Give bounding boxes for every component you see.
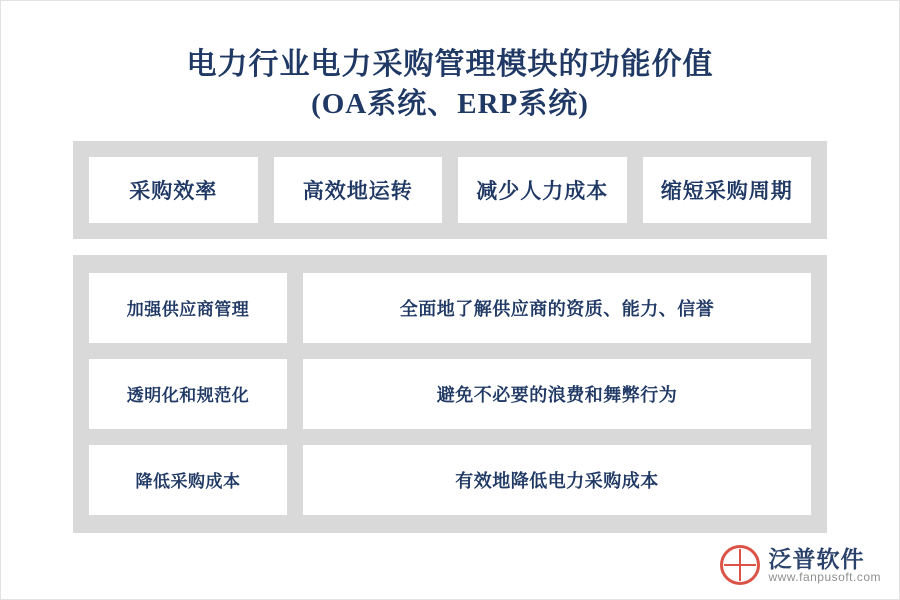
- detail-description: 避免不必要的浪费和舞弊行为: [303, 359, 811, 429]
- benefit-item: 缩短采购周期: [643, 157, 812, 223]
- detail-row: [89, 273, 811, 343]
- benefits-band: [73, 141, 827, 239]
- detail-label: 透明化和规范化: [89, 359, 287, 429]
- watermark: [720, 545, 881, 585]
- detail-label: 降低采购成本: [89, 445, 287, 515]
- watermark-brand: 泛普软件: [768, 545, 865, 572]
- watermark-url: www.fanpusoft.com: [768, 569, 881, 584]
- title-line-2: (OA系统、ERP系统): [311, 87, 589, 120]
- globe-icon: [720, 545, 760, 585]
- benefit-item: 减少人力成本: [458, 157, 627, 223]
- details-band: [73, 255, 827, 533]
- detail-description: 有效地降低电力采购成本: [303, 445, 811, 515]
- watermark-text: [768, 547, 881, 584]
- detail-description: 全面地了解供应商的资质、能力、信誉: [303, 273, 811, 343]
- detail-row: [89, 445, 811, 515]
- page-title: [1, 1, 899, 123]
- benefit-item: 采购效率: [89, 157, 258, 223]
- detail-row: [89, 359, 811, 429]
- detail-label: 加强供应商管理: [89, 273, 287, 343]
- benefit-item: 高效地运转: [274, 157, 443, 223]
- title-line-1: 电力行业电力采购管理模块的功能价值: [186, 48, 714, 81]
